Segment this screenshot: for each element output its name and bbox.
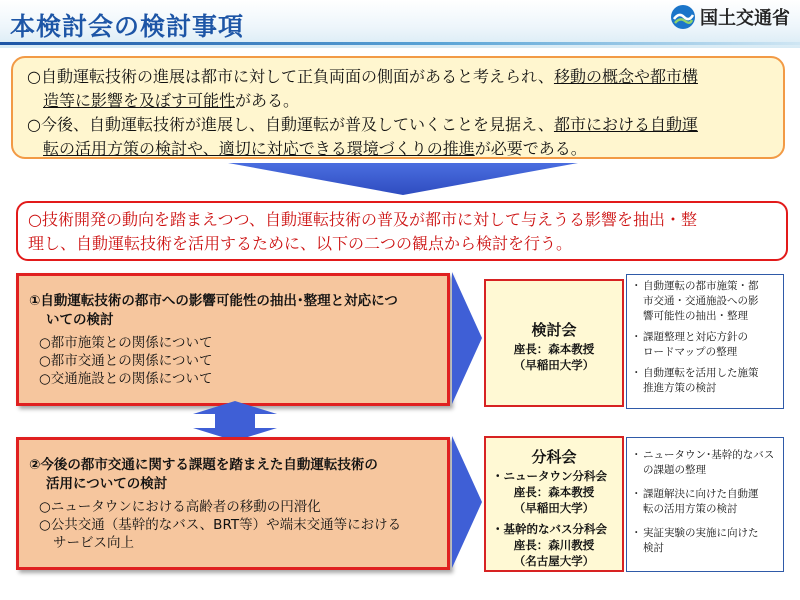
viewpoint-1-title: ①自動運転技術の都市への影響可能性の抽出･整理と対応につ [29, 293, 398, 309]
subcommittee-tasks-box [626, 437, 784, 572]
committee-box [484, 279, 624, 407]
list-item: ・ 実証実験の実施に向けた 検討 [631, 527, 759, 554]
double-arrow-icon [193, 401, 277, 441]
task-line: 課題解決に向けた自動運 [643, 488, 759, 500]
task-line: 推進方策の検討 [643, 382, 717, 394]
task-line: 検討 [643, 542, 664, 554]
newtown-subcommittee-affiliation: （早稲田大学） [513, 501, 595, 515]
title-underline [0, 42, 800, 45]
list-item: ・ ニュータウン･基幹的なバス の課題の整理 [631, 449, 775, 476]
bus-subcommittee-affiliation: （名古屋大学） [513, 554, 595, 568]
committee-affiliation: （早稲田大学） [513, 358, 595, 372]
background-line-4: 転の活用方策の検討や、適切に対応できる環境づくりの推進が必要である。 [43, 139, 587, 158]
page-title: 本検討会の検討事項 [10, 12, 245, 41]
background-line-2: 造等に影響を及ぼす可能性がある。 [43, 91, 300, 110]
task-line: 響可能性の抽出・整理 [643, 310, 748, 322]
list-item: ・ 課題解決に向けた自動運 転の活用方策の検討 [631, 488, 759, 515]
list-item: ・ 課題整理と対応方針の ロードマップの整理 [631, 331, 748, 358]
chevron-right-icon [452, 272, 482, 404]
newtown-subcommittee-name: ・ニュータウン分科会 [492, 469, 607, 483]
subcommittee-name: 分科会 [531, 448, 577, 466]
ministry-logo [670, 4, 790, 30]
background-line-1: ○自動運転技術の進展は都市に対して正負両面の側面があると考えられ、移動の概念や都市構 [27, 67, 698, 86]
task-line: 転の活用方策の検討 [643, 503, 738, 515]
committee-tasks-box [626, 274, 784, 409]
subcommittee-box [484, 436, 624, 572]
task-line: 課題整理と対応方針の [643, 331, 748, 343]
task-line: 市交通・交通施設への影 [643, 295, 759, 307]
viewpoint-1-title-cont: いての検討 [46, 312, 114, 328]
viewpoint-2-title: ②今後の都市交通に関する課題を踏まえた自動運転技術の [29, 457, 378, 473]
header-bar [0, 0, 800, 48]
background-line-3: ○今後、自動運転技術が進展し、自動運転が普及していくことを見据え、都市における自動運 [27, 115, 698, 134]
viewpoint-1-item: ○都市交通との関係について [39, 353, 213, 369]
viewpoint-2-box [16, 437, 450, 570]
task-line: の課題の整理 [643, 464, 706, 476]
list-item: ・ 自動運転を活用した施策 推進方策の検討 [631, 367, 759, 394]
bus-subcommittee-name: ・基幹的なバス分科会 [492, 522, 607, 536]
committee-name: 検討会 [531, 321, 577, 339]
chevron-right-icon [452, 436, 482, 568]
viewpoint-2-item: ○公共交通（基幹的なバス、BRT等）や端末交通等における [39, 517, 402, 533]
background-box [11, 56, 785, 159]
objective-line-1: ○技術開発の動向を踏まえつつ、自動運転技術の普及が都市に対して与えうる影響を抽出・整 [28, 210, 698, 229]
task-line: 自動運転を活用した施策 [643, 367, 759, 379]
viewpoint-1-item: ○交通施設との関係について [39, 371, 213, 387]
mlit-emblem-icon [670, 4, 696, 30]
newtown-subcommittee-chair: 座長：森本教授 [513, 485, 595, 499]
bus-subcommittee-chair: 座長：森川教授 [513, 538, 595, 552]
task-line: ニュータウン･基幹的なバス [643, 449, 775, 461]
viewpoint-1-item: ○都市施策との関係について [39, 335, 213, 351]
task-line: ロードマップの整理 [643, 346, 738, 358]
viewpoint-2-title-cont: 活用についての検討 [46, 476, 168, 492]
task-line: 実証実験の実施に向けた [643, 527, 759, 539]
viewpoint-2-item-cont: サービス向上 [53, 535, 134, 551]
viewpoint-2-item: ○ニュータウンにおける高齢者の移動の円滑化 [39, 499, 321, 515]
ministry-name: 国土交通省 [700, 8, 790, 29]
task-line: 自動運転の都市施策・都 [643, 280, 759, 292]
committee-chair: 座長：森本教授 [513, 342, 595, 356]
objective-box [16, 201, 788, 261]
objective-line-2: 理し、自動運転技術を活用するために、以下の二つの観点から検討を行う。 [28, 234, 573, 253]
down-arrow-icon [228, 163, 578, 195]
list-item: ・ 自動運転の都市施策・都 市交通・交通施設への影 響可能性の抽出・整理 [631, 280, 759, 322]
viewpoint-1-box [16, 273, 450, 406]
